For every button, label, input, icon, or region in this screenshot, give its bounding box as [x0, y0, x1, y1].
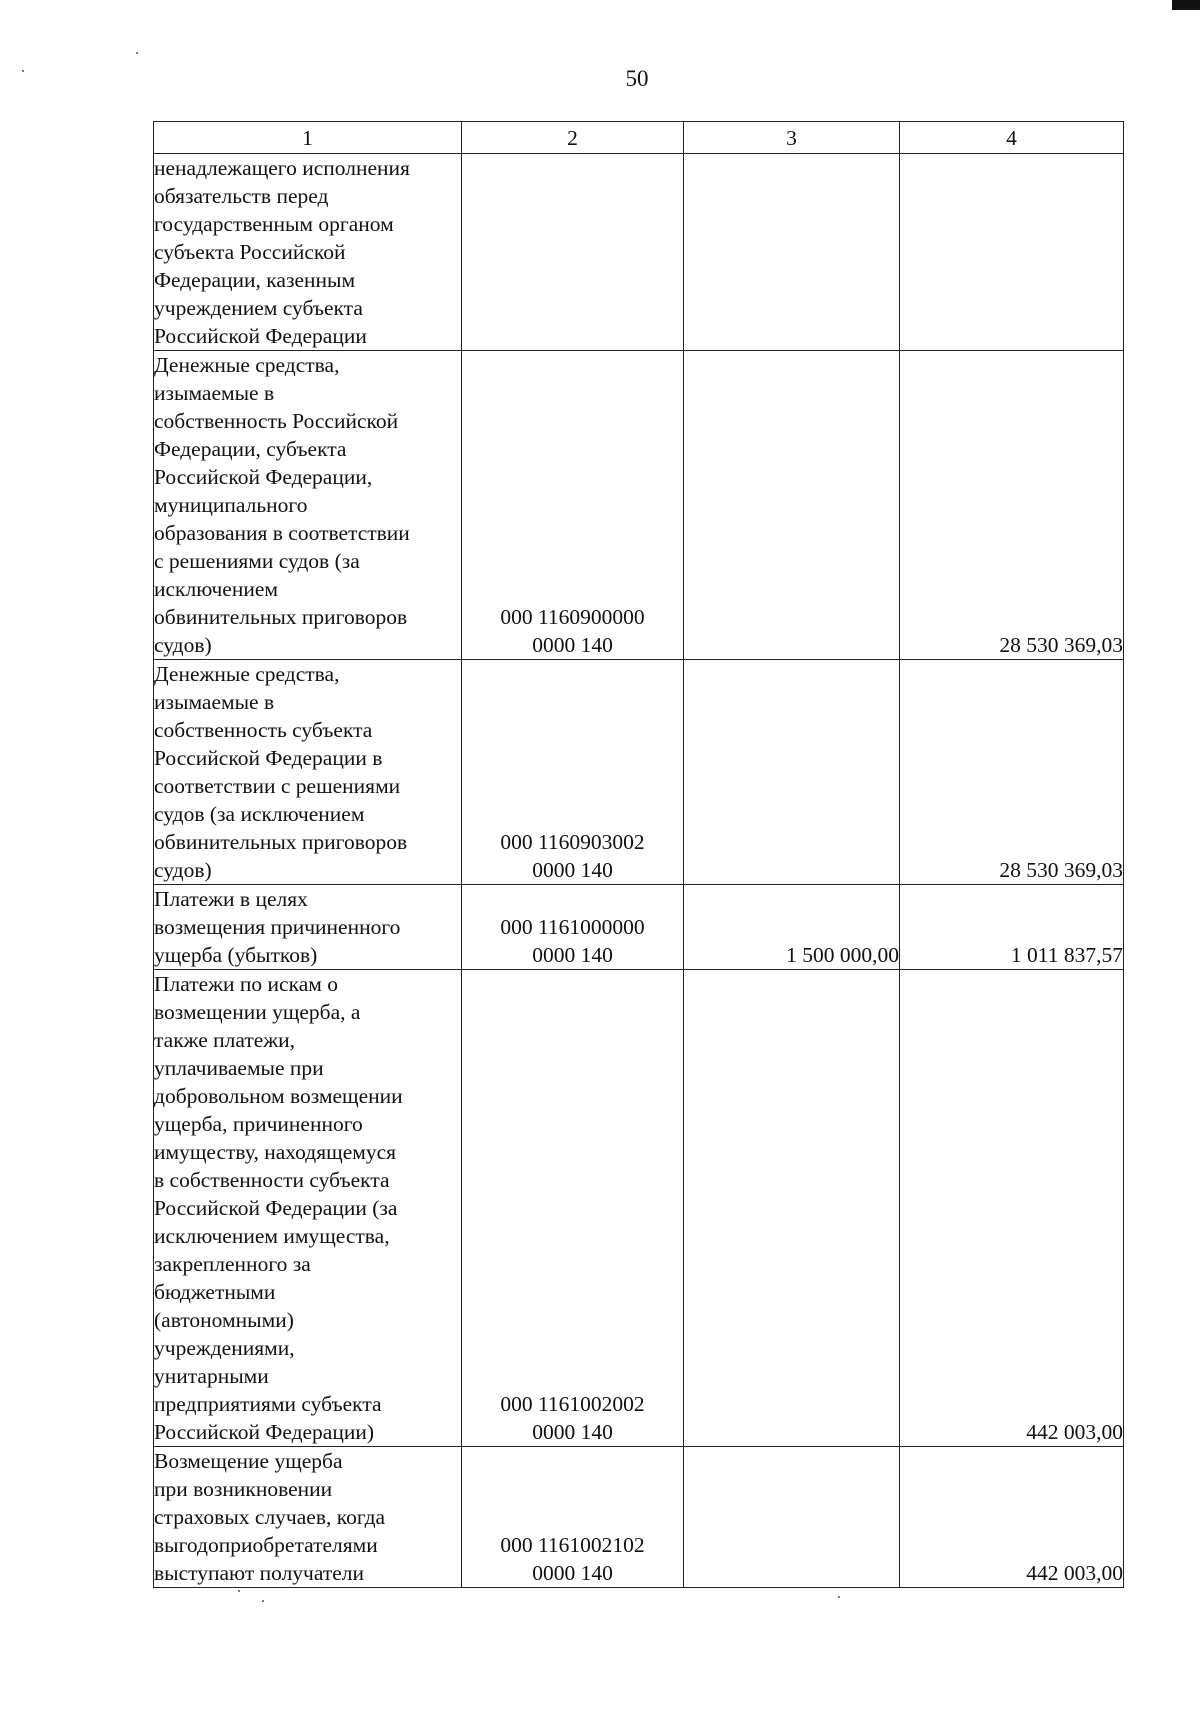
row-code-cell: 000 1161002102 0000 140 [462, 1447, 684, 1588]
row-name-cell: Платежи по искам о возмещении ущерба, а также платежи, уплачиваемые при добровольном возмещении ущерба, причиненного имуществу, находящемуся в собственности субъекта Российской Федерации (за исключением имущества, закрепленного за бюджетными (автономными) учреждениями, унитарными предприятиями субъекта Российской Федерации) [154, 970, 462, 1447]
column-header-1: 1 [154, 122, 462, 154]
row-name-cell: Денежные средства, изымаемые в собственность Российской Федерации, субъекта Российской Федерации, муниципального образования в соответствии с решениями судов (за исключением обвинительных приговоров судов) [154, 351, 462, 660]
row-code-cell: 000 1160903002 0000 140 [462, 660, 684, 885]
table-row [154, 660, 1124, 885]
column-header-4: 4 [900, 122, 1124, 154]
row-plan-cell [684, 660, 900, 885]
row-name-cell: ненадлежащего исполнения обязательств перед государственным органом субъекта Российской Федерации, казенным учреждением субъекта Российской Федерации [154, 154, 462, 351]
table-row [154, 154, 1124, 351]
row-code-cell [462, 154, 684, 351]
scan-speck [838, 1596, 840, 1598]
row-actual-cell: 1 011 837,57 [900, 885, 1124, 970]
row-actual-cell: 442 003,00 [900, 1447, 1124, 1588]
revenue-table [153, 121, 1124, 1588]
table-row [154, 351, 1124, 660]
row-name-cell: Денежные средства, изымаемые в собственность субъекта Российской Федерации в соответствии с решениями судов (за исключением обвинительных приговоров судов) [154, 660, 462, 885]
scan-speck [238, 1590, 240, 1592]
row-name-cell: Платежи в целях возмещения причиненного ущерба (убытков) [154, 885, 462, 970]
scan-corner-mark [1172, 0, 1200, 10]
table-header-row [154, 122, 1124, 154]
row-actual-cell [900, 154, 1124, 351]
table-row [154, 1447, 1124, 1588]
scan-speck [262, 1600, 264, 1602]
row-code-cell: 000 1160900000 0000 140 [462, 351, 684, 660]
column-header-2: 2 [462, 122, 684, 154]
row-code-cell: 000 1161000000 0000 140 [462, 885, 684, 970]
row-plan-cell [684, 970, 900, 1447]
table-row [154, 885, 1124, 970]
row-actual-cell: 28 530 369,03 [900, 351, 1124, 660]
row-plan-cell [684, 351, 900, 660]
row-actual-cell: 442 003,00 [900, 970, 1124, 1447]
table-row [154, 970, 1124, 1447]
row-plan-cell [684, 154, 900, 351]
row-plan-cell [684, 1447, 900, 1588]
row-name-cell: Возмещение ущерба при возникновении страховых случаев, когда выгодоприобретателями выступают получатели [154, 1447, 462, 1588]
row-code-cell: 000 1161002002 0000 140 [462, 970, 684, 1447]
column-header-3: 3 [684, 122, 900, 154]
row-actual-cell: 28 530 369,03 [900, 660, 1124, 885]
scan-speck [136, 52, 138, 54]
page-number: 50 [625, 66, 649, 91]
row-plan-cell: 1 500 000,00 [684, 885, 900, 970]
